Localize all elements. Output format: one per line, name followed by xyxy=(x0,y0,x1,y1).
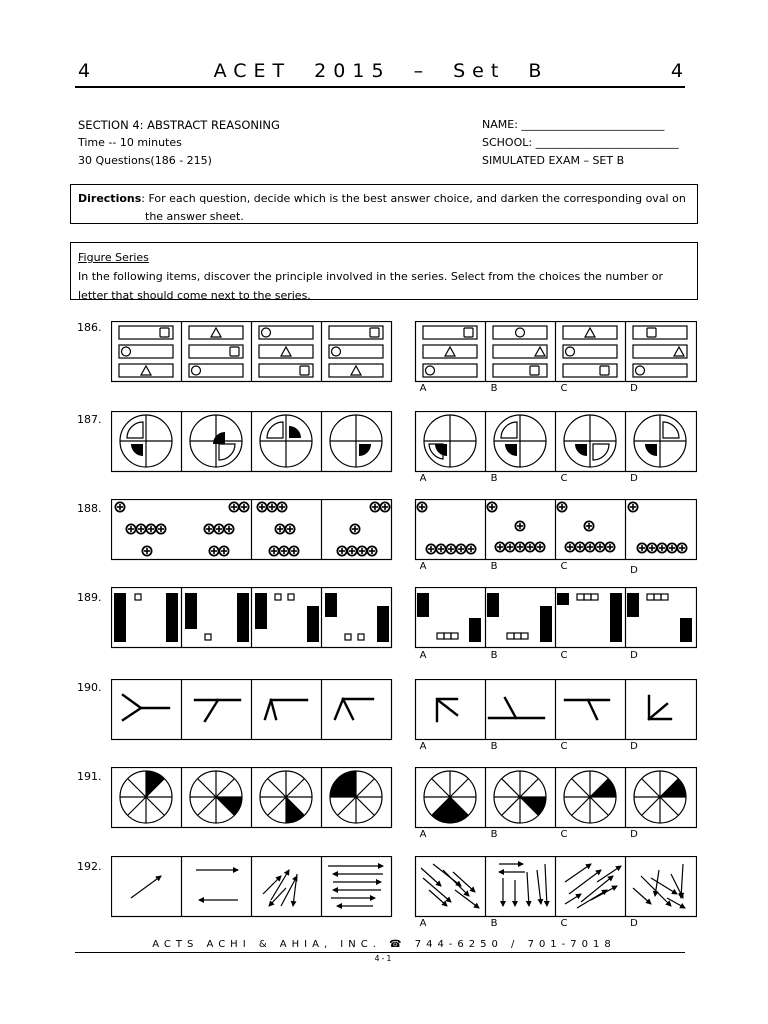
footer-contact: ACTS ACHI & AHIA, INC. ☎ 744-6250 / 701-7018 xyxy=(152,939,616,950)
arrow-shape xyxy=(591,886,617,900)
page-number-left: 4 xyxy=(78,60,92,82)
arrow-shape xyxy=(429,890,447,906)
arrow-shape xyxy=(545,864,547,906)
arrow-shape xyxy=(537,870,541,904)
choice-label-c[interactable]: C xyxy=(560,650,568,661)
choice-label-c[interactable]: C xyxy=(560,561,568,572)
choice-label-a[interactable]: A xyxy=(419,918,427,929)
footer-divider xyxy=(75,952,685,953)
question-190-figures xyxy=(111,679,697,741)
school-field[interactable]: SCHOOL: __________________________ xyxy=(482,136,679,149)
choice-label-b[interactable]: B xyxy=(490,473,498,484)
arrow-shape xyxy=(527,872,529,906)
choice-label-d[interactable]: D xyxy=(630,383,638,394)
choice-label-b[interactable]: B xyxy=(490,829,498,840)
question-188-figures xyxy=(111,499,697,561)
arrow-shape xyxy=(269,888,286,906)
choice-label-d[interactable]: D xyxy=(630,829,638,840)
directions-text: : For each question, decide which is the best answer choice, and darken the corresponding oval on xyxy=(141,192,686,205)
question-187-figures xyxy=(111,411,697,473)
question-186-figures xyxy=(111,321,697,383)
page-title xyxy=(78,60,684,86)
directions-text-cont: the answer sheet. xyxy=(145,210,244,223)
question-number: 187. xyxy=(77,413,102,426)
question-number: 186. xyxy=(77,321,102,334)
choice-label-b[interactable]: B xyxy=(490,918,498,929)
arrow-figures xyxy=(131,864,685,908)
directions-box xyxy=(70,184,698,224)
choice-label-d[interactable]: D xyxy=(630,741,638,752)
choice-label-a[interactable]: A xyxy=(419,741,427,752)
name-field[interactable]: NAME: __________________________ xyxy=(482,118,665,131)
question-number: 191. xyxy=(77,770,102,783)
choice-label-a[interactable]: A xyxy=(419,561,427,572)
question-number: 188. xyxy=(77,502,102,515)
choice-label-a[interactable]: A xyxy=(419,473,427,484)
question-number: 192. xyxy=(77,860,102,873)
exam-label: SIMULATED EXAM – SET B xyxy=(482,154,625,167)
arrow-shape xyxy=(581,876,613,902)
section-info xyxy=(78,116,280,170)
choice-label-c[interactable]: C xyxy=(560,829,568,840)
question-189-figures xyxy=(111,587,697,649)
time-limit: Time -- 10 minutes xyxy=(78,136,182,149)
page-number: 4-1 xyxy=(374,954,394,963)
choice-label-a[interactable]: A xyxy=(419,383,427,394)
choice-label-d[interactable]: D xyxy=(630,918,638,929)
arrow-shape xyxy=(263,876,281,894)
question-range: 30 Questions(186 - 215) xyxy=(78,154,212,167)
choice-label-b[interactable]: B xyxy=(490,561,498,572)
choice-label-a[interactable]: A xyxy=(419,829,427,840)
choice-label-c[interactable]: C xyxy=(560,918,568,929)
question-192-figures xyxy=(111,856,697,918)
figure-series-line1: In the following items, discover the principle involved in the series. Select from the choices the number or xyxy=(78,270,663,283)
figure-series-box xyxy=(70,242,698,300)
header-divider xyxy=(75,86,685,88)
figure-series-title: Figure Series xyxy=(78,251,149,264)
page-number-right: 4 xyxy=(670,60,684,82)
exam-title: ACET 2015 – Set B xyxy=(213,60,549,82)
choice-label-d[interactable]: D xyxy=(630,473,638,484)
arrow-shape xyxy=(131,876,161,898)
arrow-shape xyxy=(421,868,441,886)
choice-label-b[interactable]: B xyxy=(490,741,498,752)
question-number: 190. xyxy=(77,681,102,694)
arrow-shape xyxy=(681,864,683,898)
question-191-figures xyxy=(111,767,697,829)
choice-label-c[interactable]: C xyxy=(560,741,568,752)
choice-label-d[interactable]: D xyxy=(630,650,638,661)
wheel-figures xyxy=(120,771,686,823)
arrow-shape xyxy=(667,898,685,908)
choice-label-b[interactable]: B xyxy=(490,650,498,661)
choice-label-b[interactable]: B xyxy=(490,383,498,394)
arrow-shape xyxy=(565,864,591,882)
arrow-shape xyxy=(455,890,479,908)
arrow-shape xyxy=(651,878,677,894)
choice-label-d[interactable]: D xyxy=(630,565,638,576)
choice-label-c[interactable]: C xyxy=(560,473,568,484)
figure-series-line2: letter that should come next to the series. xyxy=(78,289,311,302)
student-fields xyxy=(482,116,679,170)
question-number: 189. xyxy=(77,591,102,604)
directions-label: Directions xyxy=(78,192,142,205)
section-title: SECTION 4: ABSTRACT REASONING xyxy=(78,118,280,132)
choice-label-c[interactable]: C xyxy=(560,383,568,394)
arrow-shape xyxy=(633,888,651,904)
arrow-shape xyxy=(565,894,581,904)
choice-label-a[interactable]: A xyxy=(419,650,427,661)
